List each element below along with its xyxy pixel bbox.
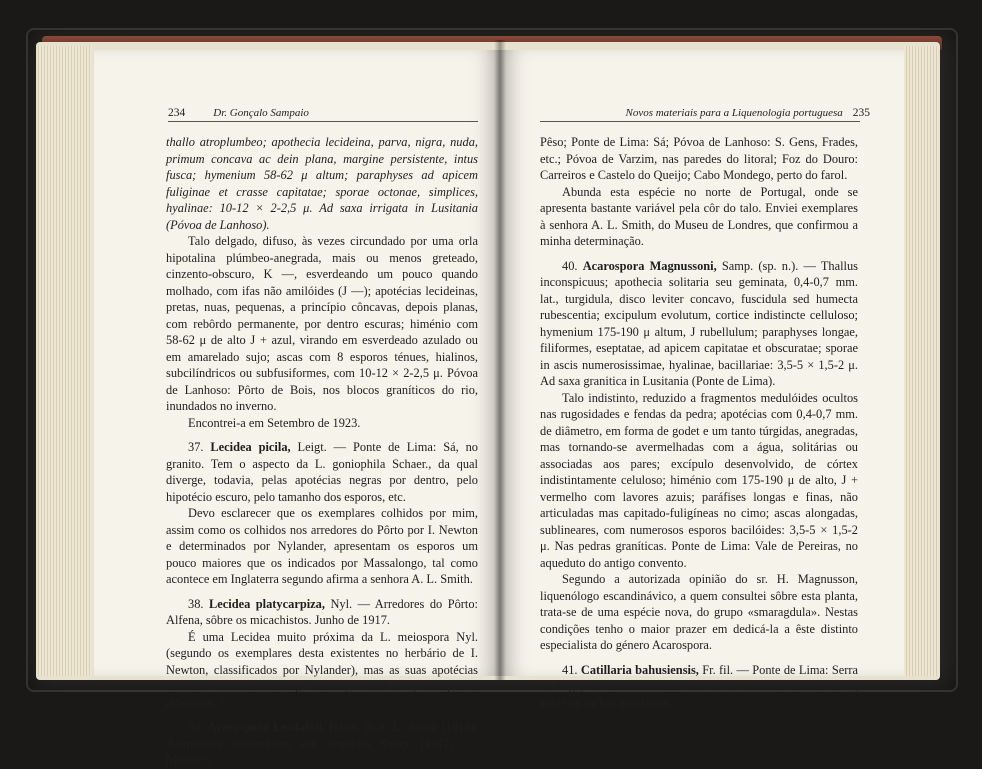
paragraph: Pêso; Ponte de Lima: Sá; Póvoa de Lanhoso: S. Gens, Frades, etc.; Póvoa de Varzim, nas paredes do litoral; Foz do Douro: Carreiros e Castelo do Queijo; Cabo Mondego, perto do farol.: [540, 135, 858, 182]
species-entry: [166, 439, 478, 505]
paragraph: Talo indistinto, reduzido a fragmentos medulóides ocultos nas rugosidades e fendas da pedra; apotécias com 0,4-0,7 mm. de diâmetro, em forma de godet e um tanto túrgidas, anegradas, mas tornando-se avermelhadas com a água, solitárias ou associadas aos pares; excípulo desenvolvido, de córtex indistintamente celuloso; himénio com 175-190 μ de alto, J + vermelho com lavores azuis; paráfises longas e finas, não articuladas mas capitado-fuligíneas no cimo; ascas alongadas, sublineares, com numerosos esporos bacilóides: 3,5-5 × 1,5-2 μ. Nas pedras graníticas. Ponte de Lima: Vale de Pereiras, no aqueduto do antigo convento.: [540, 390, 858, 570]
entry-number: 38.: [188, 596, 204, 611]
species-name: Lecidea platycarpiza,: [209, 596, 325, 611]
entry-text: Samp. (sp. n.). — Thallus inconspicuus; apothecia solitaria seu geminata, 0,4-0,7 mm. lat., turgidula, disco leviter concavo, fuscidula sed humecta rubescentia; excipulum evolutum, cortice indistincte celluloso; hymenium 175-190 μ altum, J rubellulum; paraphyses longae, filiformes, eseptatae, ad apicem capitatae et obscuratae; sporae in ascis numerosissimae, hyalinae, bacillariae: 3,5-5 × 1,5-2 μ. Ad saxa granitica in Lusitania (Ponte de Lima).: [540, 258, 858, 388]
species-name: Catillaria bahusiensis,: [580, 662, 699, 677]
header-rule: [168, 121, 478, 122]
species-name: Acarospora Magnussoni,: [582, 258, 717, 273]
species-entry: [166, 596, 478, 629]
paragraph: Segundo a autorizada opinião do sr. H. Magnusson, liquenólogo escandinávico, a quem consultei sôbre esta planta, trata-se de uma espécie nova, do grupo «smaragdula». Nestas condições tenho o maior prazer em dedicá-la a êste distinto especialista do género Acarospora.: [540, 572, 858, 652]
entry-text: Fr. fil. — Ponte de Lima: Serra de Arga, em S.ta Justa. Colhida em 13 de Setembro de 1916, sôbre as rochas quartzosas.: [540, 662, 858, 710]
running-head: Dr. Gonçalo Sampaio: [213, 107, 309, 119]
left-page: [94, 50, 500, 767]
paragraph: É uma Lecidea muito próxima da L. meiospora Nyl. (segundo os exemplares desta existentes no herbário de I. Newton, classificados por Nylander), mas as suas apotécias não se tornam convexas. ¿ Trata-se, na realidade, de espécies diferentes ?: [166, 629, 478, 710]
right-page-header: [550, 107, 870, 119]
right-page-body: [540, 134, 858, 711]
page-number: 234: [168, 107, 186, 119]
paragraph: Encontrei-a em Setembro de 1923.: [188, 415, 361, 430]
left-page-header: [168, 107, 488, 119]
entry-text: Leigt. — Ponte de Lima: Sá, no granito. Tem o aspecto da L. goniophila Schaer., da qual diverge, todavia, pelas apotécias negras por dentro, pelo hipotécio escuro, pelo tamanho dos esporos, etc.: [166, 440, 478, 504]
right-page: [500, 50, 904, 710]
species-name: Lecidea picila,: [210, 440, 291, 454]
species-entry: [540, 662, 858, 712]
species-entry: [540, 258, 858, 390]
entry-number: 37.: [188, 440, 204, 454]
entry-text: Harm. in A. L. Smith (1918): Acarospora flavorubens var. angulosa Samp. (1917). — Melgaço:: [166, 720, 478, 767]
paragraph: Devo esclarecer que os exemplares colhidos por mim, assim como os colhidos nos arredores do Pôrto por I. Newton e determinados por Nylander, apresentam os esporos um pouco maiores que os indicados por Massalongo, tal como acontece em Inglaterra segundo afirma a senhora A. L. Smith.: [166, 506, 478, 586]
running-head: Novos materiais para a Liquenologia portuguesa: [625, 107, 843, 119]
left-page-body: [166, 134, 478, 769]
entry-number: 41.: [562, 662, 578, 677]
entry-text: Nyl. — Arredores do Pôrto: Alfena, sôbre os micachistos. Junho de 1917.: [166, 596, 478, 627]
page-number: 235: [852, 107, 870, 119]
entry-number: 40.: [562, 258, 578, 273]
book-gutter: [494, 40, 506, 680]
paragraph: Abunda esta espécie no norte de Portugal, onde se apresenta bastante variável pela côr do talo. Enviei exemplares à senhora A. L. Smith, do Museu de Londres, que confirmou a minha determinação.: [540, 184, 858, 248]
header-rule: [540, 121, 860, 122]
paragraph: thallo atroplumbeo; apothecia lecideina, parva, nigra, nuda, primum concava ac dein plana, margine persistente, intus fusca; hymenium 58-62 μ altum; paraphyses ad apicem fuliginae et crasse capitatae; sporae octonae, simplices, hyalinae: 10-12 × 2-2,5 μ. Ad saxa irrigata in Lusitania (Póvoa de Lanhoso).: [166, 135, 478, 232]
species-name: Acarospora Lesdainii,: [207, 720, 326, 734]
paragraph: Talo delgado, difuso, às vezes circundado por uma orla hipotalina plúmbeo-anegrada, mais ou menos greteado, cinzento-obscuro, K —, esverdeando um pouco quando molhado, com ifas não amilóides (J —); apotécias lecideinas, pretas, nuas, pequenas, a princípio côncavas, depois planas, com rebôrdo permanente, por dentro escuras; himénio com 58-62 μ de alto J + azul, virando em esverdeado azulado ou em amarelado sujo; ascas com 8 esporos ténues, hialinos, subcilíndricos ou subfusiformes, com 10-12 × 2-2,5 μ. Póvoa de Lanhoso: Pôrto de Bois, nos blocos graníticos do rio, inundados no inverno.: [166, 234, 478, 413]
species-entry: [166, 719, 478, 769]
left-page-edges: [38, 46, 92, 676]
entry-number: 39.: [188, 720, 204, 734]
right-page-edges: [904, 46, 938, 676]
